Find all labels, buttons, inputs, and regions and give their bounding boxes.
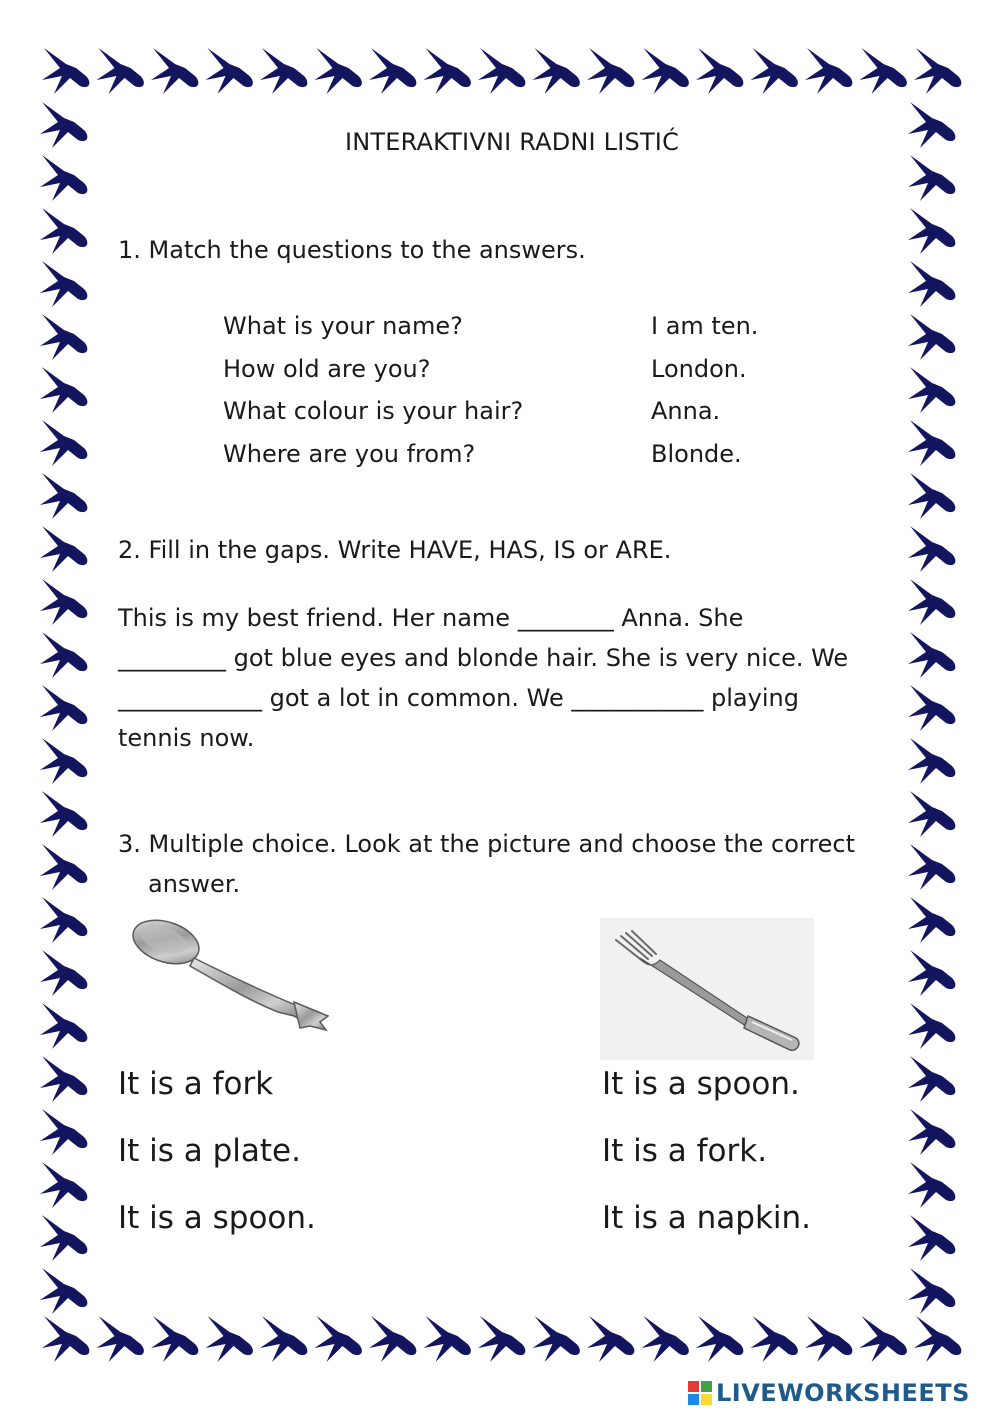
swallow-icon: [805, 1316, 852, 1362]
answer-3[interactable]: Anna.: [651, 397, 721, 425]
swallow-icon: [478, 48, 525, 94]
swallow-icon: [805, 48, 852, 94]
answer-4[interactable]: Blonde.: [651, 440, 742, 468]
right-option-2[interactable]: It is a fork.: [602, 1133, 768, 1169]
swallow-icon: [908, 791, 955, 837]
line1-text-a: This is my best friend. Her name: [118, 604, 511, 632]
swallow-icon: [40, 314, 87, 360]
liveworksheets-logo[interactable]: [688, 1378, 970, 1408]
swallow-icon: [40, 1162, 87, 1208]
section-3-heading-cont: answer.: [148, 870, 241, 898]
swallow-icon: [908, 897, 955, 943]
swallow-icon: [206, 48, 253, 94]
swallow-icon: [97, 1316, 144, 1362]
swallow-icon: [40, 526, 87, 572]
swallow-icon: [908, 1268, 955, 1314]
section-3-heading: 3. Multiple choice. Look at the picture and choose the correct: [118, 830, 856, 858]
left-option-3[interactable]: It is a spoon.: [118, 1200, 316, 1236]
swallow-icon: [40, 897, 87, 943]
swallow-icon: [315, 48, 362, 94]
swallow-icon: [908, 632, 955, 678]
gap-3-input[interactable]: ____________: [118, 684, 262, 712]
swallow-icon: [151, 48, 198, 94]
swallow-icon: [40, 473, 87, 519]
swallow-icon: [908, 1162, 955, 1208]
left-option-2[interactable]: It is a plate.: [118, 1133, 301, 1169]
spoon-image: [128, 918, 334, 1034]
swallow-icon: [533, 1316, 580, 1362]
right-option-1[interactable]: It is a spoon.: [602, 1066, 800, 1102]
fork-image: [600, 918, 814, 1060]
page-title: INTERAKTIVNI RADNI LISTIĆ: [344, 128, 680, 156]
paragraph-line-2: [118, 644, 848, 672]
right-option-3[interactable]: It is a napkin.: [602, 1200, 812, 1236]
swallow-icon: [908, 1003, 955, 1049]
left-option-1[interactable]: It is a fork: [118, 1066, 274, 1102]
swallow-icon: [908, 367, 955, 413]
swallow-icon: [696, 48, 743, 94]
swallow-icon: [914, 1316, 961, 1362]
swallow-icon: [40, 1215, 87, 1261]
swallow-icon: [369, 48, 416, 94]
swallow-icon: [908, 526, 955, 572]
gap-1-input[interactable]: ________: [517, 604, 614, 632]
question-1[interactable]: What is your name?: [223, 312, 463, 340]
swallow-icon: [40, 1268, 87, 1314]
swallow-icon: [642, 1316, 689, 1362]
swallow-icon: [369, 1316, 416, 1362]
swallow-icon: [40, 950, 87, 996]
swallow-icon: [642, 48, 689, 94]
swallow-icon: [908, 738, 955, 784]
swallow-icon: [860, 1316, 907, 1362]
swallow-icon: [40, 1003, 87, 1049]
swallow-icon: [914, 48, 961, 94]
line1-text-b: Anna. She: [621, 604, 744, 632]
swallow-icon: [40, 844, 87, 890]
swallow-icon: [40, 155, 87, 201]
line3-text-b: playing: [711, 684, 799, 712]
swallow-icon: [908, 950, 955, 996]
section-2-heading: 2. Fill in the gaps. Write HAVE, HAS, IS or ARE.: [118, 536, 672, 564]
paragraph-line-3: [118, 684, 799, 712]
swallow-icon: [478, 1316, 525, 1362]
section-1-heading: 1. Match the questions to the answers.: [118, 236, 586, 264]
swallow-icon: [151, 1316, 198, 1362]
swallow-icon: [40, 632, 87, 678]
swallow-icon: [40, 367, 87, 413]
swallow-icon: [40, 738, 87, 784]
swallow-icon: [40, 1056, 87, 1102]
paragraph-line-4: tennis now.: [118, 724, 255, 752]
swallow-icon: [908, 314, 955, 360]
gap-2-input[interactable]: _________: [118, 644, 226, 672]
swallow-icon: [260, 1316, 307, 1362]
line2-text: got blue eyes and blonde hair. She is very nice. We: [233, 644, 849, 672]
swallow-icon: [751, 1316, 798, 1362]
paragraph-line-1: [118, 604, 743, 632]
swallow-icon: [587, 1316, 634, 1362]
swallow-icon: [424, 48, 471, 94]
swallow-icon: [40, 261, 87, 307]
swallow-icon: [40, 420, 87, 466]
swallow-icon: [908, 1109, 955, 1155]
question-2[interactable]: How old are you?: [223, 355, 431, 383]
question-3[interactable]: What colour is your hair?: [223, 397, 524, 425]
swallow-icon: [40, 685, 87, 731]
line3-text-a: got a lot in common. We: [269, 684, 564, 712]
question-4[interactable]: Where are you from?: [223, 440, 476, 468]
answer-2[interactable]: London.: [651, 355, 747, 383]
swallow-icon: [696, 1316, 743, 1362]
answer-1[interactable]: I am ten.: [651, 312, 759, 340]
swallow-icon: [40, 579, 87, 625]
swallow-icon: [751, 48, 798, 94]
gap-4-input[interactable]: ___________: [571, 684, 704, 712]
swallow-icon: [533, 48, 580, 94]
swallow-icon: [42, 48, 89, 94]
swallow-icon: [908, 155, 955, 201]
swallow-icon: [908, 685, 955, 731]
swallow-icon: [315, 1316, 362, 1362]
swallow-icon: [587, 48, 634, 94]
liveworksheets-logo-icon: [688, 1381, 712, 1405]
swallow-icon: [908, 1056, 955, 1102]
swallow-icon: [908, 473, 955, 519]
swallow-icon: [908, 579, 955, 625]
swallow-icon: [260, 48, 307, 94]
swallow-icon: [97, 48, 144, 94]
swallow-icon: [908, 208, 955, 254]
swallow-icon: [908, 261, 955, 307]
swallow-icon: [908, 844, 955, 890]
swallow-icon: [206, 1316, 253, 1362]
swallow-icon: [40, 1109, 87, 1155]
swallow-icon: [860, 48, 907, 94]
swallow-icon: [40, 208, 87, 254]
brand-name: LIVEWORKSHEETS: [716, 1379, 970, 1407]
swallow-icon: [42, 1316, 89, 1362]
swallow-icon: [908, 1215, 955, 1261]
swallow-icon: [908, 420, 955, 466]
swallow-icon: [424, 1316, 471, 1362]
swallow-icon: [40, 791, 87, 837]
